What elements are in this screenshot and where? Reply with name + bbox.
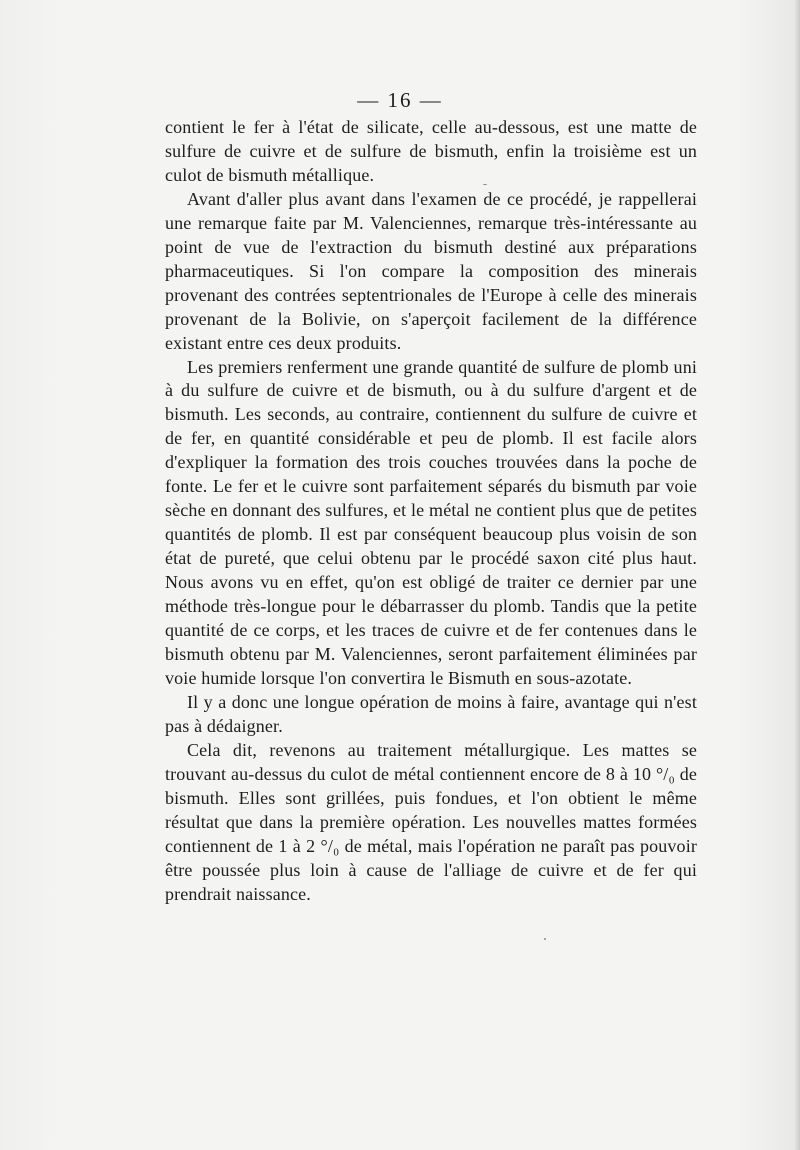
print-speck (544, 938, 546, 940)
print-speck (483, 184, 487, 185)
page-edge-shadow (794, 0, 800, 1150)
paragraph-2: Avant d'aller plus avant dans l'examen de ce procédé, je rappellerai une remarque faite par M. Valenciennes, remarque très-intéressante au point de vue de l'extraction du bismuth destiné aux préparations pharmaceutiques. Si l'on compare la composition des minerais provenant des contrées septentrionales de l'Europe à celle des minerais provenant de la Bolivie, on s'aperçoit facilement de la différence existant entre ces deux produits. (165, 188, 697, 353)
paragraph-4: Il y a donc une longue opération de moins à faire, avantage qui n'est pas à dédaigner. (165, 691, 697, 736)
paragraph-5: Cela dit, revenons au traitement métallurgique. Les mattes se trouvant au-dessus du culot de métal contiennent encore de 8 à 10 °/₀ de bismuth. Elles sont grillées, puis fondues, et l'on obtient le même résultat que dans la première opération. Les nouvelles mattes formées contiennent de 1 à 2 °/₀ de métal, mais l'opération ne paraît pas pouvoir être poussée plus loin à cause de l'alliage de cuivre et de fer qui prendrait naissance. (165, 739, 697, 904)
paragraph-3: Les premiers renferment une grande quantité de sulfure de plomb uni à du sulfure de cuivre et de bismuth, ou à du sulfure d'argent et de bismuth. Les seconds, au contraire, contiennent du sulfure de cuivre et de fer, en quantité considérable et peu de plomb. Il est facile alors d'expliquer la formation des trois couches trouvées dans la poche de fonte. Le fer et le cuivre sont parfaitement séparés du bismuth par voie sèche en donnant des sulfures, et le métal ne contient plus que de petites quantités de plomb. Il est par conséquent beaucoup plus voisin de son état de pureté, que celui obtenu par le procédé saxon cité plus haut. Nous avons vu en effet, qu'on est obligé de traiter ce dernier par une méthode très-longue pour le débarrasser du plomb. Tandis que la petite quantité de ce corps, et les traces de cuivre et de fer contenues dans le bismuth obtenu par M. Valenciennes, seront parfaitement éliminées par voie humide lorsque l'on convertira le Bismuth en sous-azotate. (165, 356, 697, 688)
body-text (165, 116, 697, 906)
page-number-header: — 16 — (357, 88, 443, 112)
paragraph-1: contient le fer à l'état de silicate, celle au-dessous, est une matte de sulfure de cuivre et de sulfure de bismuth, enfin la troisième est un culot de bismuth métallique. (165, 117, 697, 185)
